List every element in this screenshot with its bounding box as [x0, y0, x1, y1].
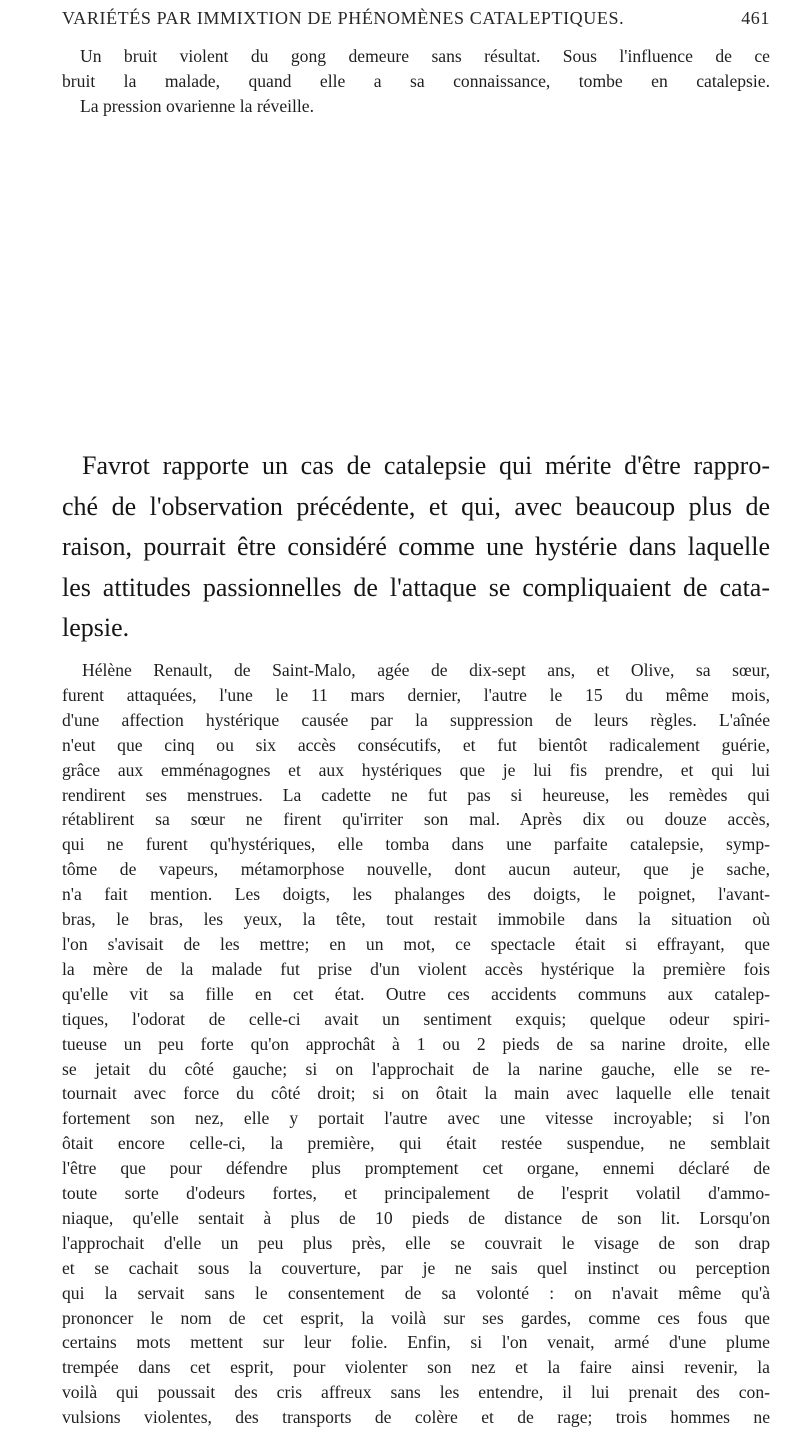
text-line: fortement son nez, elle y portait l'autre avec une vitesse incroyable; si l'on: [62, 1108, 770, 1129]
text-line: la mère de la malade fut prise d'un violent accès hystérique la première fois: [62, 958, 770, 979]
text-line: n'eut que cinq ou six accès consécutifs, et fut bientôt radicalement guérie,: [62, 734, 770, 755]
text-line: tôme de vapeurs, métamorphose nouvelle, dont aucun auteur, que je sache,: [62, 859, 770, 880]
text-line: d'une affection hystérique causée par la suppression de leurs règles. L'aînée: [62, 709, 770, 730]
text-line: et se cachait sous la couverture, par je ne sais quel instinct ou perception: [62, 1257, 770, 1278]
text-line: l'on s'avisait de les mettre; en un mot, ce spectacle était si effrayant, que: [62, 933, 770, 954]
text-line: l'être que pour défendre plus promptement cet organe, ennemi déclaré de: [62, 1158, 770, 1179]
text-line: lepsie.: [62, 613, 130, 642]
paragraph-helene-renault-case: [62, 658, 770, 1430]
text-line: qui la servait sans le consentement de sa volonté : on n'avait même qu'à: [62, 1282, 770, 1303]
text-line: La pression ovarienne la réveille.: [80, 95, 314, 116]
text-line: ché de l'observation précédente, et qui, avec beaucoup plus de: [62, 491, 770, 521]
text-line: voilà qui poussait des cris affreux sans les entendre, il lui prenait des con-: [62, 1382, 770, 1403]
text-line: Favrot rapporte un cas de catalepsie qui mérite d'être rappro-: [82, 451, 770, 480]
text-line: prononcer le nom de cet esprit, la voilà sur ses gardes, comme ces fous que: [62, 1307, 770, 1328]
text-line: trempée dans cet esprit, pour violenter son nez et la faire ainsi revenir, la: [62, 1357, 770, 1378]
text-line: vulsions violentes, des transports de colère et de rage; trois hommes ne: [62, 1407, 770, 1428]
text-line: n'a fait mention. Les doigts, les phalanges des doigts, le poignet, l'avant-: [62, 884, 770, 905]
text-line: certains mots mettent sur leur folie. Enfin, si l'on venait, armé d'une plume: [62, 1332, 770, 1353]
text-line: l'approchait d'elle un peu plus près, elle se couvrait le visage de son drap: [62, 1232, 770, 1253]
text-line: bras, le bras, les yeux, la tête, tout restait immobile dans la situation où: [62, 909, 770, 930]
text-line: toute sorte d'odeurs fortes, et principalement de l'esprit volatil d'ammo-: [62, 1183, 770, 1204]
page-number: 461: [741, 8, 770, 28]
text-line: se jetait du côté gauche; si on l'approchait de la narine gauche, elle se re-: [62, 1058, 770, 1079]
paragraph-favrot-intro: [62, 446, 770, 649]
text-line: grâce aux emménagognes et aux hystériques que je lui fis prendre, et qui lui: [62, 759, 770, 780]
running-header: [62, 8, 770, 29]
paragraph-gong-observation: [62, 44, 770, 119]
text-line: qui ne furent qu'hystériques, elle tomba dans une parfaite catalepsie, symp-: [62, 834, 770, 855]
text-line: rétablirent sa sœur ne firent qu'irriter son mal. Après dix ou douze accès,: [62, 809, 770, 830]
text-line: tournait avec force du côté droit; si on ôtait la main avec laquelle elle tenait: [62, 1083, 770, 1104]
text-line: furent attaquées, l'une le 11 mars dernier, l'autre le 15 du même mois,: [62, 684, 770, 705]
text-line: ôtait encore celle-ci, la première, qui était restée suspendue, ne semblait: [62, 1133, 770, 1154]
text-line: rendirent ses menstrues. La cadette ne fut pas si heureuse, les remèdes qui: [62, 784, 770, 805]
text-line: les attitudes passionnelles de l'attaque se compliquaient de cata-: [62, 572, 770, 602]
text-line: tiques, l'odorat de celle-ci avait un sentiment exquis; quelque odeur spiri-: [62, 1008, 770, 1029]
text-line: raison, pourrait être considéré comme une hystérie dans laquelle: [62, 532, 770, 561]
text-line: niaque, qu'elle sentait à plus de 10 pieds de distance de son lit. Lorsqu'on: [62, 1207, 770, 1228]
text-line: qu'elle vit sa fille en cet état. Outre ces accidents communs aux catalep-: [62, 983, 770, 1004]
text-line: tueuse un peu forte qu'on approchât à 1 ou 2 pieds de sa narine droite, elle: [62, 1033, 770, 1054]
running-title: VARIÉTÉS PAR IMMIXTION DE PHÉNOMÈNES CATALEPTIQUES.: [62, 8, 625, 28]
text-line: Un bruit violent du gong demeure sans résultat. Sous l'influence de ce: [80, 46, 770, 66]
text-line: bruit la malade, quand elle a sa connaissance, tombe en catalepsie.: [62, 70, 770, 91]
text-line: Hélène Renault, de Saint-Malo, agée de dix-sept ans, et Olive, sa sœur,: [82, 660, 770, 680]
